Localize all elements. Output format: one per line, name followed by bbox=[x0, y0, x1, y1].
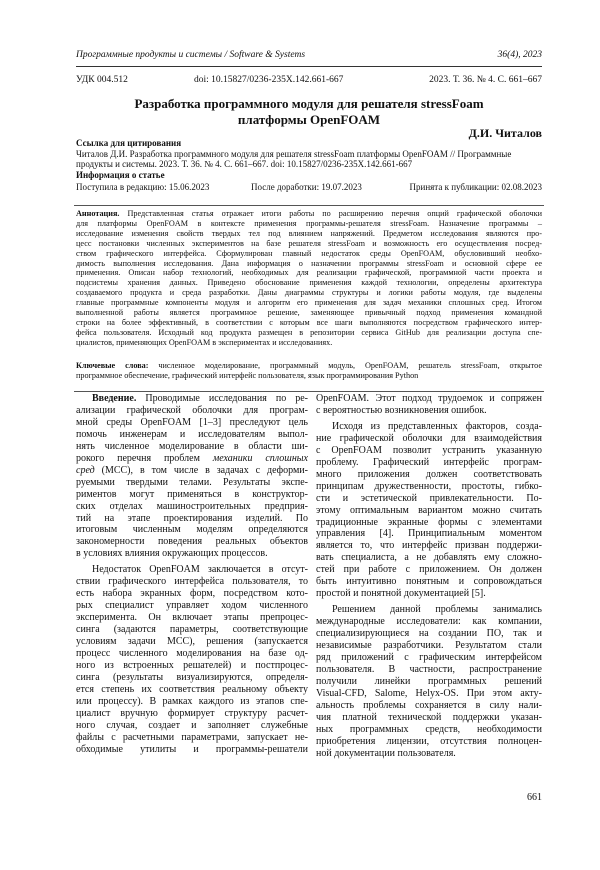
body-line: помочь инженерам и исследователям выпол- bbox=[76, 428, 308, 440]
keywords bbox=[76, 361, 542, 381]
body-line: риментов могут применяться в конструктор- bbox=[76, 488, 308, 500]
received-date: Поступила в редакцию: 15.06.2023 bbox=[76, 182, 210, 192]
citation-line: Читалов Д.И. Разработка программного модуля для решателя stressFoam платформы OpenFOAM // Программные bbox=[76, 148, 512, 159]
italic-term: механики сплошных bbox=[212, 452, 308, 464]
body-line: принципам дружественности, простоты, гибко- bbox=[316, 480, 542, 492]
body-line: управления [4]. Принципиальным моментом bbox=[316, 528, 542, 540]
body-line: проблему. Графический интерфейс програм- bbox=[316, 456, 542, 468]
body-line: ного из встроенных решателей) и постпроцес- bbox=[76, 659, 308, 671]
body-line: является то, что интерфейс призван поддержи- bbox=[316, 540, 542, 552]
body-line: или процессу). В рамках каждого из этапов спе- bbox=[76, 695, 308, 707]
body-line: синга (результаты визуализируются, определя- bbox=[76, 671, 308, 683]
body-line: Исходя из представленных факторов, созда- bbox=[332, 420, 542, 432]
abstract-line: циалистов, применяющих OpenFOAM в экспериментах и исследованиях. bbox=[76, 337, 333, 347]
issue-number: 36(4), 2023 bbox=[497, 50, 542, 60]
doi[interactable]: doi: 10.15827/0236-235X.142.661-667 bbox=[194, 75, 344, 85]
journal-name: Программные продукты и системы / Software & Systems bbox=[76, 50, 306, 60]
volume-info: 2023. Т. 36. № 4. С. 661–667 bbox=[429, 75, 542, 85]
body-line: приобретения лицензии, отсутствия полноцен- bbox=[316, 735, 542, 747]
article-dates bbox=[76, 182, 542, 193]
body-line: Недостаток OpenFOAM заключается в отсут- bbox=[92, 564, 308, 576]
body-line: традиционные экранные формы с элементами bbox=[316, 516, 542, 528]
body-line: (МСС), в том числе в задачах с деформи- bbox=[94, 464, 308, 476]
abstract-line: димость выполнения исследования. Дана информация о назначении программы stressFoam и основной сфере ее bbox=[76, 258, 542, 268]
body-line: ется степень их соответствия реальному объекту bbox=[76, 683, 308, 695]
body-line: ряд приложений с графическим интерфейсом bbox=[316, 652, 542, 664]
body-line: много приложения должен соответствовать bbox=[316, 468, 542, 480]
revised-date: После доработки: 19.07.2023 bbox=[251, 182, 362, 192]
keywords-label: Ключевые слова: bbox=[76, 361, 149, 370]
body-line: международные исследователи: как компании, bbox=[316, 616, 542, 628]
abstract-line: главные программные компоненты модуля и алгоритм его применения для задач механики сплошных сред. Итогом bbox=[76, 298, 542, 308]
body-line: ствии графического интерфейса пользователя, то bbox=[76, 576, 308, 588]
body-line: есть набора экранных форм, посредством кото- bbox=[76, 588, 308, 600]
body-line: процесс численного моделирования на базе од- bbox=[76, 648, 308, 660]
body-line: рых специалист управляет ходом численного bbox=[76, 600, 308, 612]
body-line: мной среды OpenFOAM [1–3] преследуют цель bbox=[76, 416, 308, 428]
keywords-line: численное моделирование, программный модуль, OpenFOAM, решатель stressFoam, открытое bbox=[148, 361, 542, 370]
body-line: ного случая, создает и заполняет служебные bbox=[76, 719, 308, 731]
body-line: условиям задачи МСС), решения (запускается bbox=[76, 636, 308, 648]
header-rule bbox=[76, 66, 542, 67]
body-line: итоговым численным моделям определяются bbox=[76, 524, 308, 536]
intro-heading: Введение. bbox=[92, 393, 137, 404]
body-line: с вероятностью возникновения ошибок. bbox=[316, 404, 487, 416]
title-line: Разработка программного модуля для решателя stressFoam bbox=[134, 96, 484, 111]
italic-term: сред bbox=[76, 464, 95, 476]
body-line: рокого перечня проблем bbox=[76, 452, 213, 464]
body-line: ализации графической оболочки для програм- bbox=[76, 404, 308, 416]
body-line: быть интуитивно понятным и сопровождаться bbox=[316, 576, 542, 588]
citation-line: продукты и системы. 2023. Т. 36. № 4. С. 661–667. doi: 10.15827/0236-235X.142.661-667 bbox=[76, 159, 413, 170]
abstract-line: выполненной работы является программное решение, заменяющее привычный подход применения командной bbox=[76, 308, 542, 318]
body-line: тий на этапе проектирования изделий. По bbox=[76, 512, 308, 524]
abstract-line: подсистемы хранения данных. Приведено обоснование применения каждой технологии, определены архитектура bbox=[76, 278, 542, 288]
body-line: вать специалиста, а не добавлять ему сложно- bbox=[316, 552, 542, 564]
body-line: сти и эстетической привлекательности. По- bbox=[316, 492, 542, 504]
body-line: в условиях влияния окружающих процессов. bbox=[76, 548, 268, 560]
citation-block bbox=[76, 138, 542, 181]
accepted-date: Принята к публикации: 02.08.2023 bbox=[409, 182, 542, 192]
body-line: ние графической оболочки для взаимодействия bbox=[316, 432, 542, 444]
body-line: с OpenFOAM позволит устранить указанную bbox=[316, 444, 542, 456]
body-line: Visual-CFD, Salome, Helyx-OS. При этом акту- bbox=[316, 687, 542, 699]
abstract-line: фейса пользователя. Исходный код продукта размещен в репозитории сервиса GitHub для реализации доступа спе- bbox=[76, 327, 542, 337]
body-line: циалист вручную формирует структуру расчет- bbox=[76, 707, 308, 719]
body-line: стей при работе с приложением. Он должен bbox=[316, 564, 542, 576]
article-info-label: Информация о статье bbox=[76, 170, 165, 181]
body-line: нять численное моделирование в области ши- bbox=[76, 440, 308, 452]
page-number: 661 bbox=[527, 792, 542, 803]
abstract-line: Представленная статья отражает итоги работы по расширению перечня опций графической оболочки bbox=[119, 209, 542, 218]
abstract-line: для платформы OpenFOAM в контексте применения программы-решателя stressFoam. Назначение программы – bbox=[76, 218, 542, 228]
abstract-line: создаваемого продукта и среда разработки. Даны диаграммы структуры и логики работы модуля, где выделены bbox=[76, 288, 542, 298]
running-head bbox=[76, 48, 542, 62]
body-line: специализирующиеся на создании ПО, так и bbox=[316, 628, 542, 640]
body-line: этому оптимальным вариантом можно считать bbox=[316, 504, 542, 516]
body-line: чия платной технической поддержки указан- bbox=[316, 711, 542, 723]
abstract-line: строки на более эффективный, в соответствии с которым все шаги выполняются посредством графического интер- bbox=[76, 317, 542, 327]
citation-label: Ссылка для цитирования bbox=[76, 138, 182, 148]
abstract-line: цесс постановки численных экспериментов на базе решателя stressFoam и возможность его осуществления посред- bbox=[76, 238, 542, 248]
body-line: закономерности поведения реальных объектов bbox=[76, 536, 308, 548]
author-name: Д.И. Читалов bbox=[468, 126, 542, 140]
body-column-left bbox=[76, 393, 308, 756]
body-line: обходимые утилиты и программы-решатели bbox=[76, 743, 308, 755]
body-line: руемыми твердыми телами. Результаты экспе- bbox=[76, 476, 308, 488]
body-line: Проводимые исследования по ре- bbox=[136, 393, 308, 404]
abstract bbox=[76, 209, 542, 348]
abstract-line: исследование изменения свойств твердых тел под влиянием напряжений. Предметом исследования являются про- bbox=[76, 228, 542, 238]
body-column-right bbox=[316, 393, 542, 760]
article-title bbox=[76, 96, 542, 128]
abstract-label: Аннотация. bbox=[76, 209, 120, 218]
abstract-line: применения. Описан набор технологий, необходимых для реализации графической, программной части проекта и bbox=[76, 268, 542, 278]
body-line: ной документации пользователя. bbox=[316, 747, 456, 759]
body-line: OpenFOAM. Этот подход трудоемок и сопряжен bbox=[316, 393, 542, 404]
body-line: независимые разработчики. Результатом стали bbox=[316, 640, 542, 652]
body-line: получили линейки программных решений bbox=[316, 675, 542, 687]
body-line: эксперимента. Он включает этапы препроцес- bbox=[76, 612, 308, 624]
body-line: ских отделах машиностроительных предприя- bbox=[76, 500, 308, 512]
body-line: альность проблемы сохраняется в силу нали- bbox=[316, 699, 542, 711]
body-line: простой и понятной документацией [5]. bbox=[316, 588, 486, 600]
body-line: синга (задаются параметры, соответствующие bbox=[76, 624, 308, 636]
udc-code: УДК 004.512 bbox=[76, 75, 128, 85]
abstract-line: ством графического интерфейса. Сформулирован главный недостаток среды OpenFOAM, обусловивший необхо- bbox=[76, 248, 542, 258]
body-line: ных программных средств, необходимости bbox=[316, 723, 542, 735]
body-line: пользователя. В частности, распространение bbox=[316, 663, 542, 675]
body-line: файлы с расчетными параметрами, запускает не- bbox=[76, 731, 308, 743]
keywords-line: программное обеспечение, графический интерфейс пользователя, язык программирования Python bbox=[76, 370, 419, 380]
body-line: Решением данной проблемы занимались bbox=[332, 604, 542, 616]
title-line: платформы OpenFOAM bbox=[237, 112, 381, 127]
